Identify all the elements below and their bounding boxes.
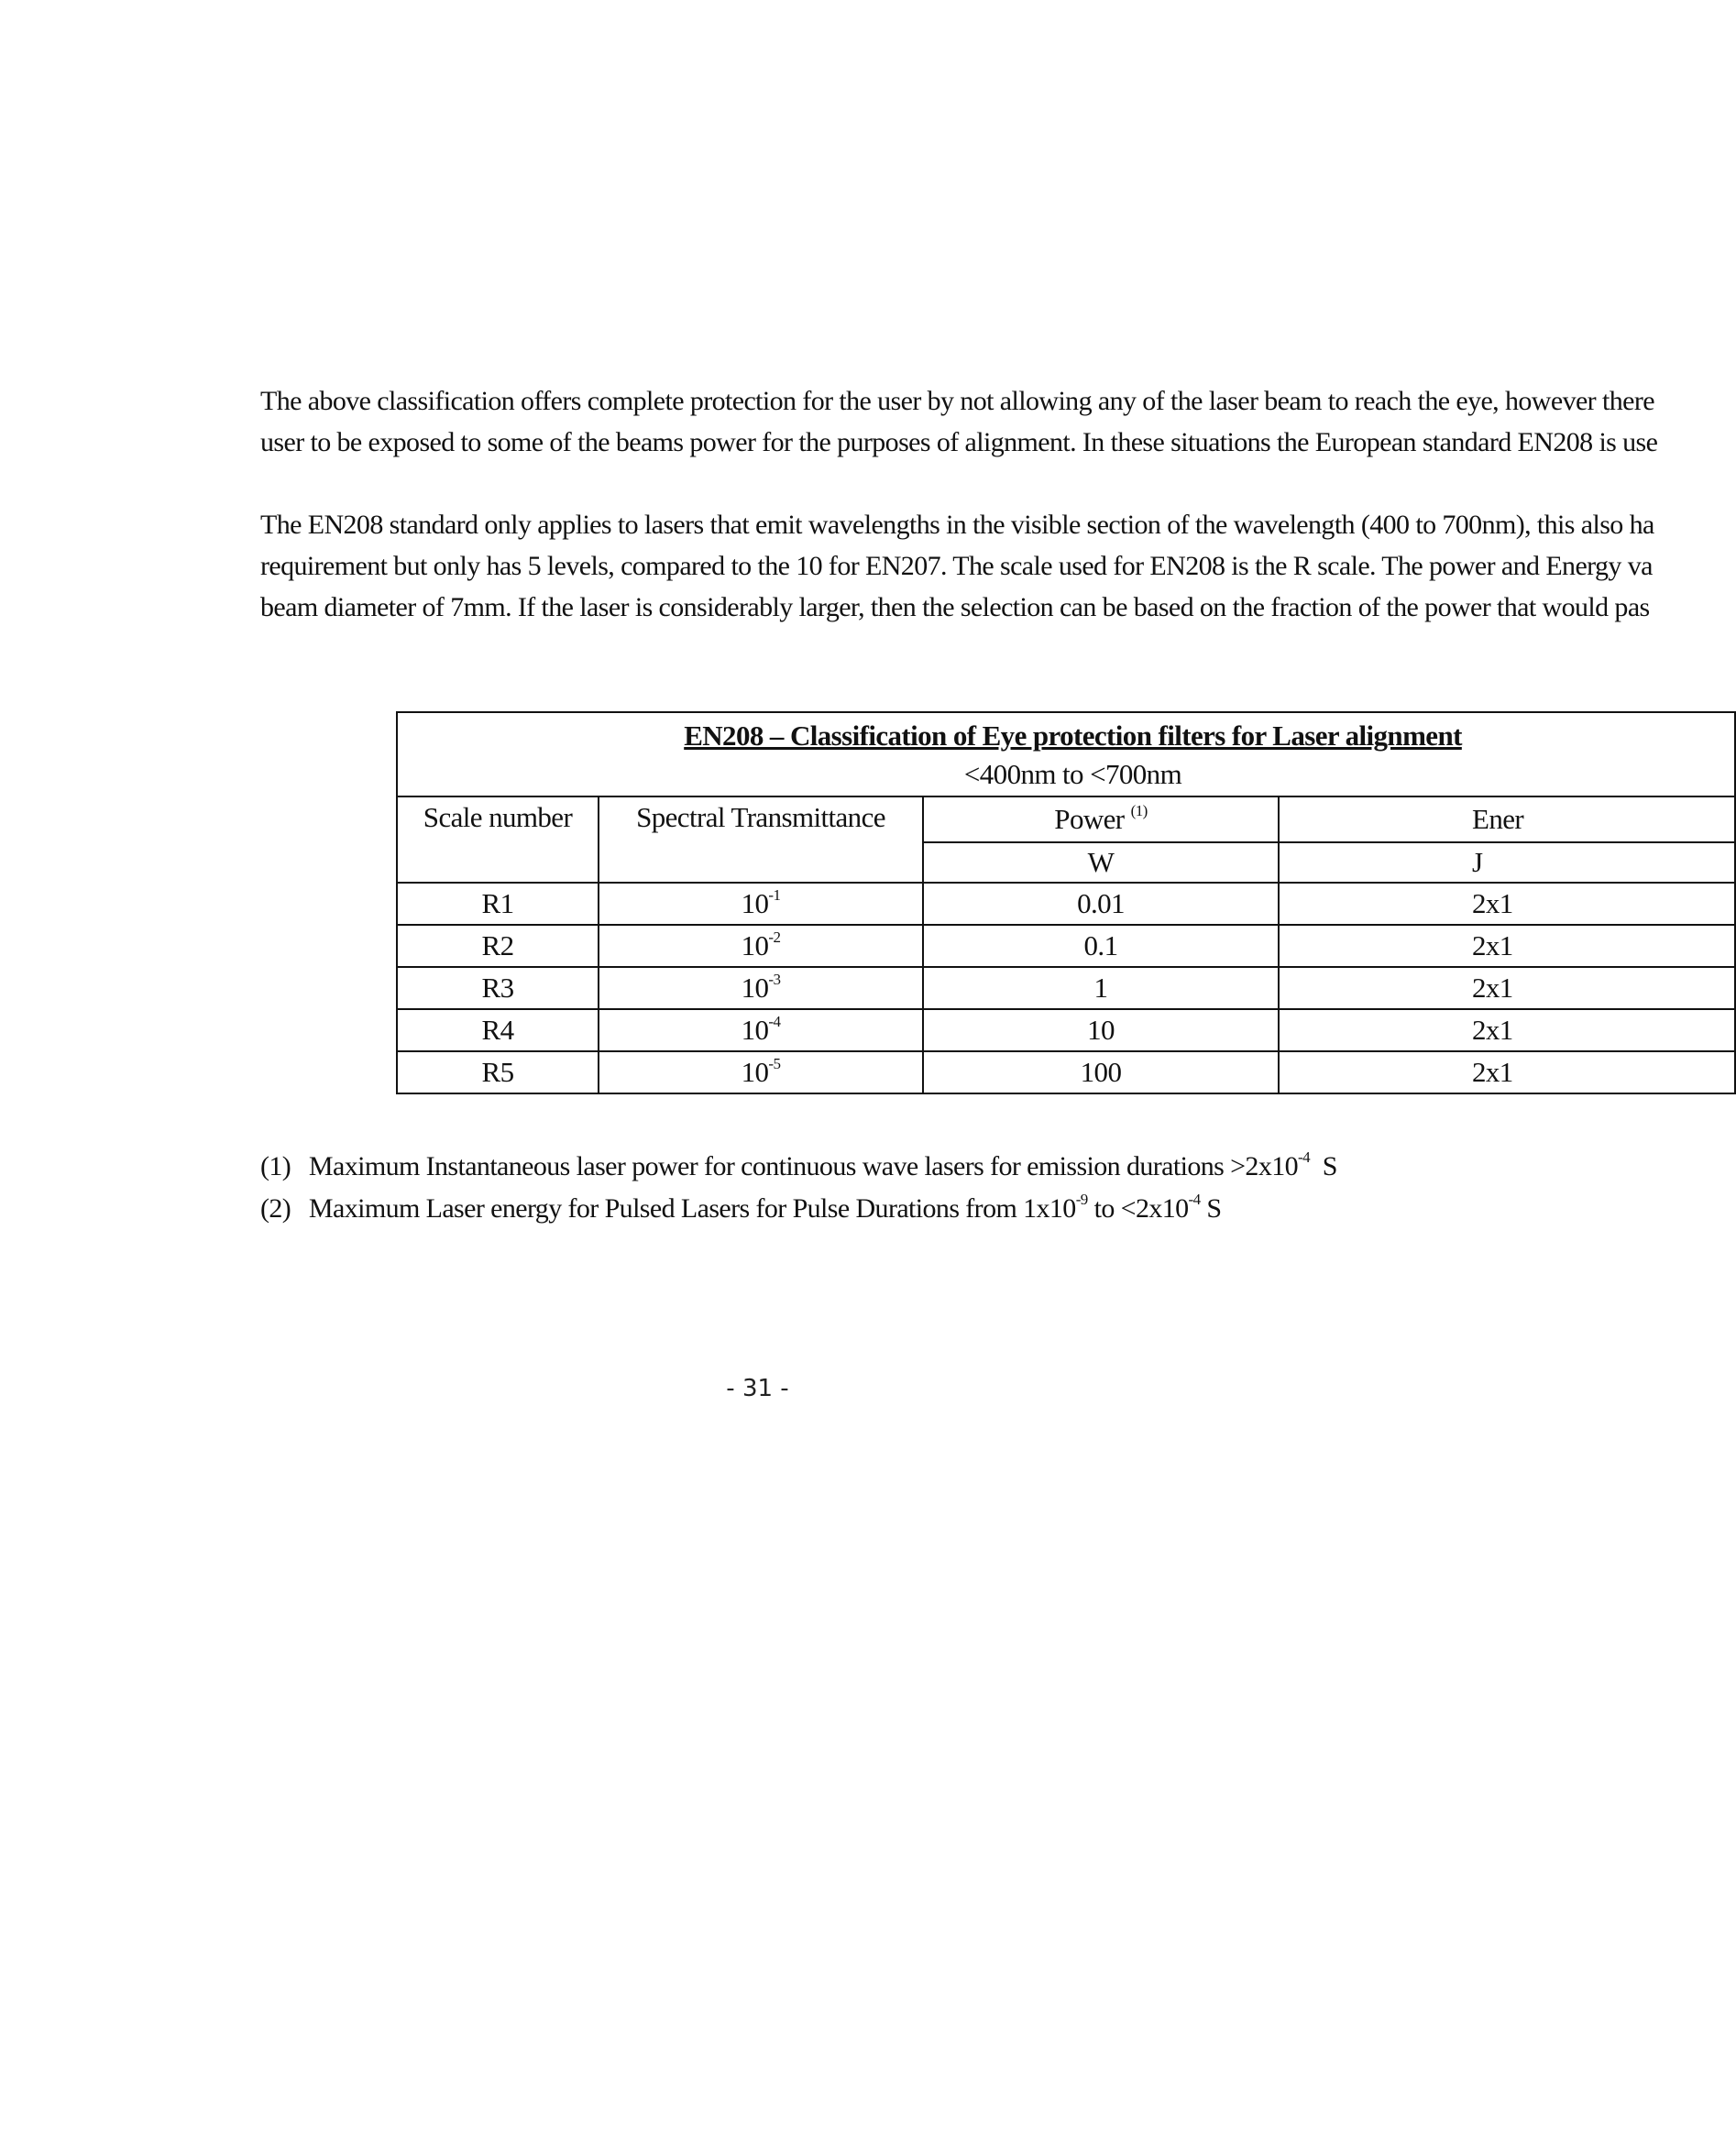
cell-transmittance: $10^{-3}$ [599,967,923,1009]
cell-power: 100 [923,1051,1279,1093]
paragraph-line: The above classification offers complete protection for the user by not allowing any of the laser beam to reach the eye, however there [260,386,1654,416]
table-row [397,1009,1735,1051]
cell-scale: R4 [397,1009,599,1051]
header-energy [1279,796,1735,883]
table-title-cell [397,712,1735,796]
footnote-2: (2) Maximum Laser energy for Pulsed Lasers for Pulse Durations from $1x10^{-9}$ to $<2x10^{-4}$ S [260,1191,1222,1224]
cell-scale: R1 [397,883,599,925]
table-row [397,1051,1735,1093]
cell-scale: R3 [397,967,599,1009]
table-row [397,925,1735,967]
header-energy-label: Ener [1472,803,1524,835]
table-row [397,967,1735,1009]
cell-energy: 2x1 [1279,925,1735,967]
cell-energy: 2x1 [1279,1051,1735,1093]
cell-power: 10 [923,1009,1279,1051]
cell-power: 1 [923,967,1279,1009]
table-footnotes [260,1146,1337,1230]
cell-transmittance: $10^{-4}$ [599,1009,923,1051]
cell-scale: R5 [397,1051,599,1093]
header-power-label: Power [1054,803,1125,835]
cell-scale: R2 [397,925,599,967]
table-subtitle: <400nm to <700nm [963,758,1182,790]
cell-power: 0.01 [923,883,1279,925]
cell-energy: 2x1 [1279,967,1735,1009]
cell-power: 0.1 [923,925,1279,967]
en208-classification-table [396,711,1736,1094]
header-power-footnote: (1) [1130,802,1148,819]
cell-transmittance: $10^{-2}$ [599,925,923,967]
table-title: EN208 – Classification of Eye protection filters for Laser alignment [684,719,1462,752]
paragraph-line: requirement but only has 5 levels, compared to the 10 for EN207. The scale used for EN208 is the R scale. The power and Energy va [260,551,1653,581]
paragraph-en208-standard [260,504,1654,628]
cell-energy: 2x1 [1279,1009,1735,1051]
paragraph-line: user to be exposed to some of the beams power for the purposes of alignment. In these situations the European standard EN208 is use [260,427,1658,457]
paragraph-line: The EN208 standard only applies to lasers that emit wavelengths in the visible section of the wavelength (400 to 700nm), this also ha [260,510,1654,540]
page-number: - 31 - [726,1375,789,1402]
header-power-unit: W [924,841,1278,882]
cell-energy: 2x1 [1279,883,1735,925]
paragraph-line: beam diameter of 7mm. If the laser is considerably larger, then the selection can be based on the fraction of the power that would pas [260,592,1650,622]
header-power [923,796,1279,883]
header-scale-number: Scale number [397,796,599,883]
header-energy-unit: J [1278,841,1734,882]
header-spectral-transmittance: Spectral Transmittance [599,796,923,883]
cell-transmittance: $10^{-5}$ [599,1051,923,1093]
cell-transmittance: $10^{-1}$ [599,883,923,925]
paragraph-classification-intro [260,380,1658,463]
footnote-1: (1) Maximum Instantaneous laser power for continuous wave lasers for emission durations $>2x10^{-4}$ S [260,1148,1337,1181]
table-row [397,883,1735,925]
